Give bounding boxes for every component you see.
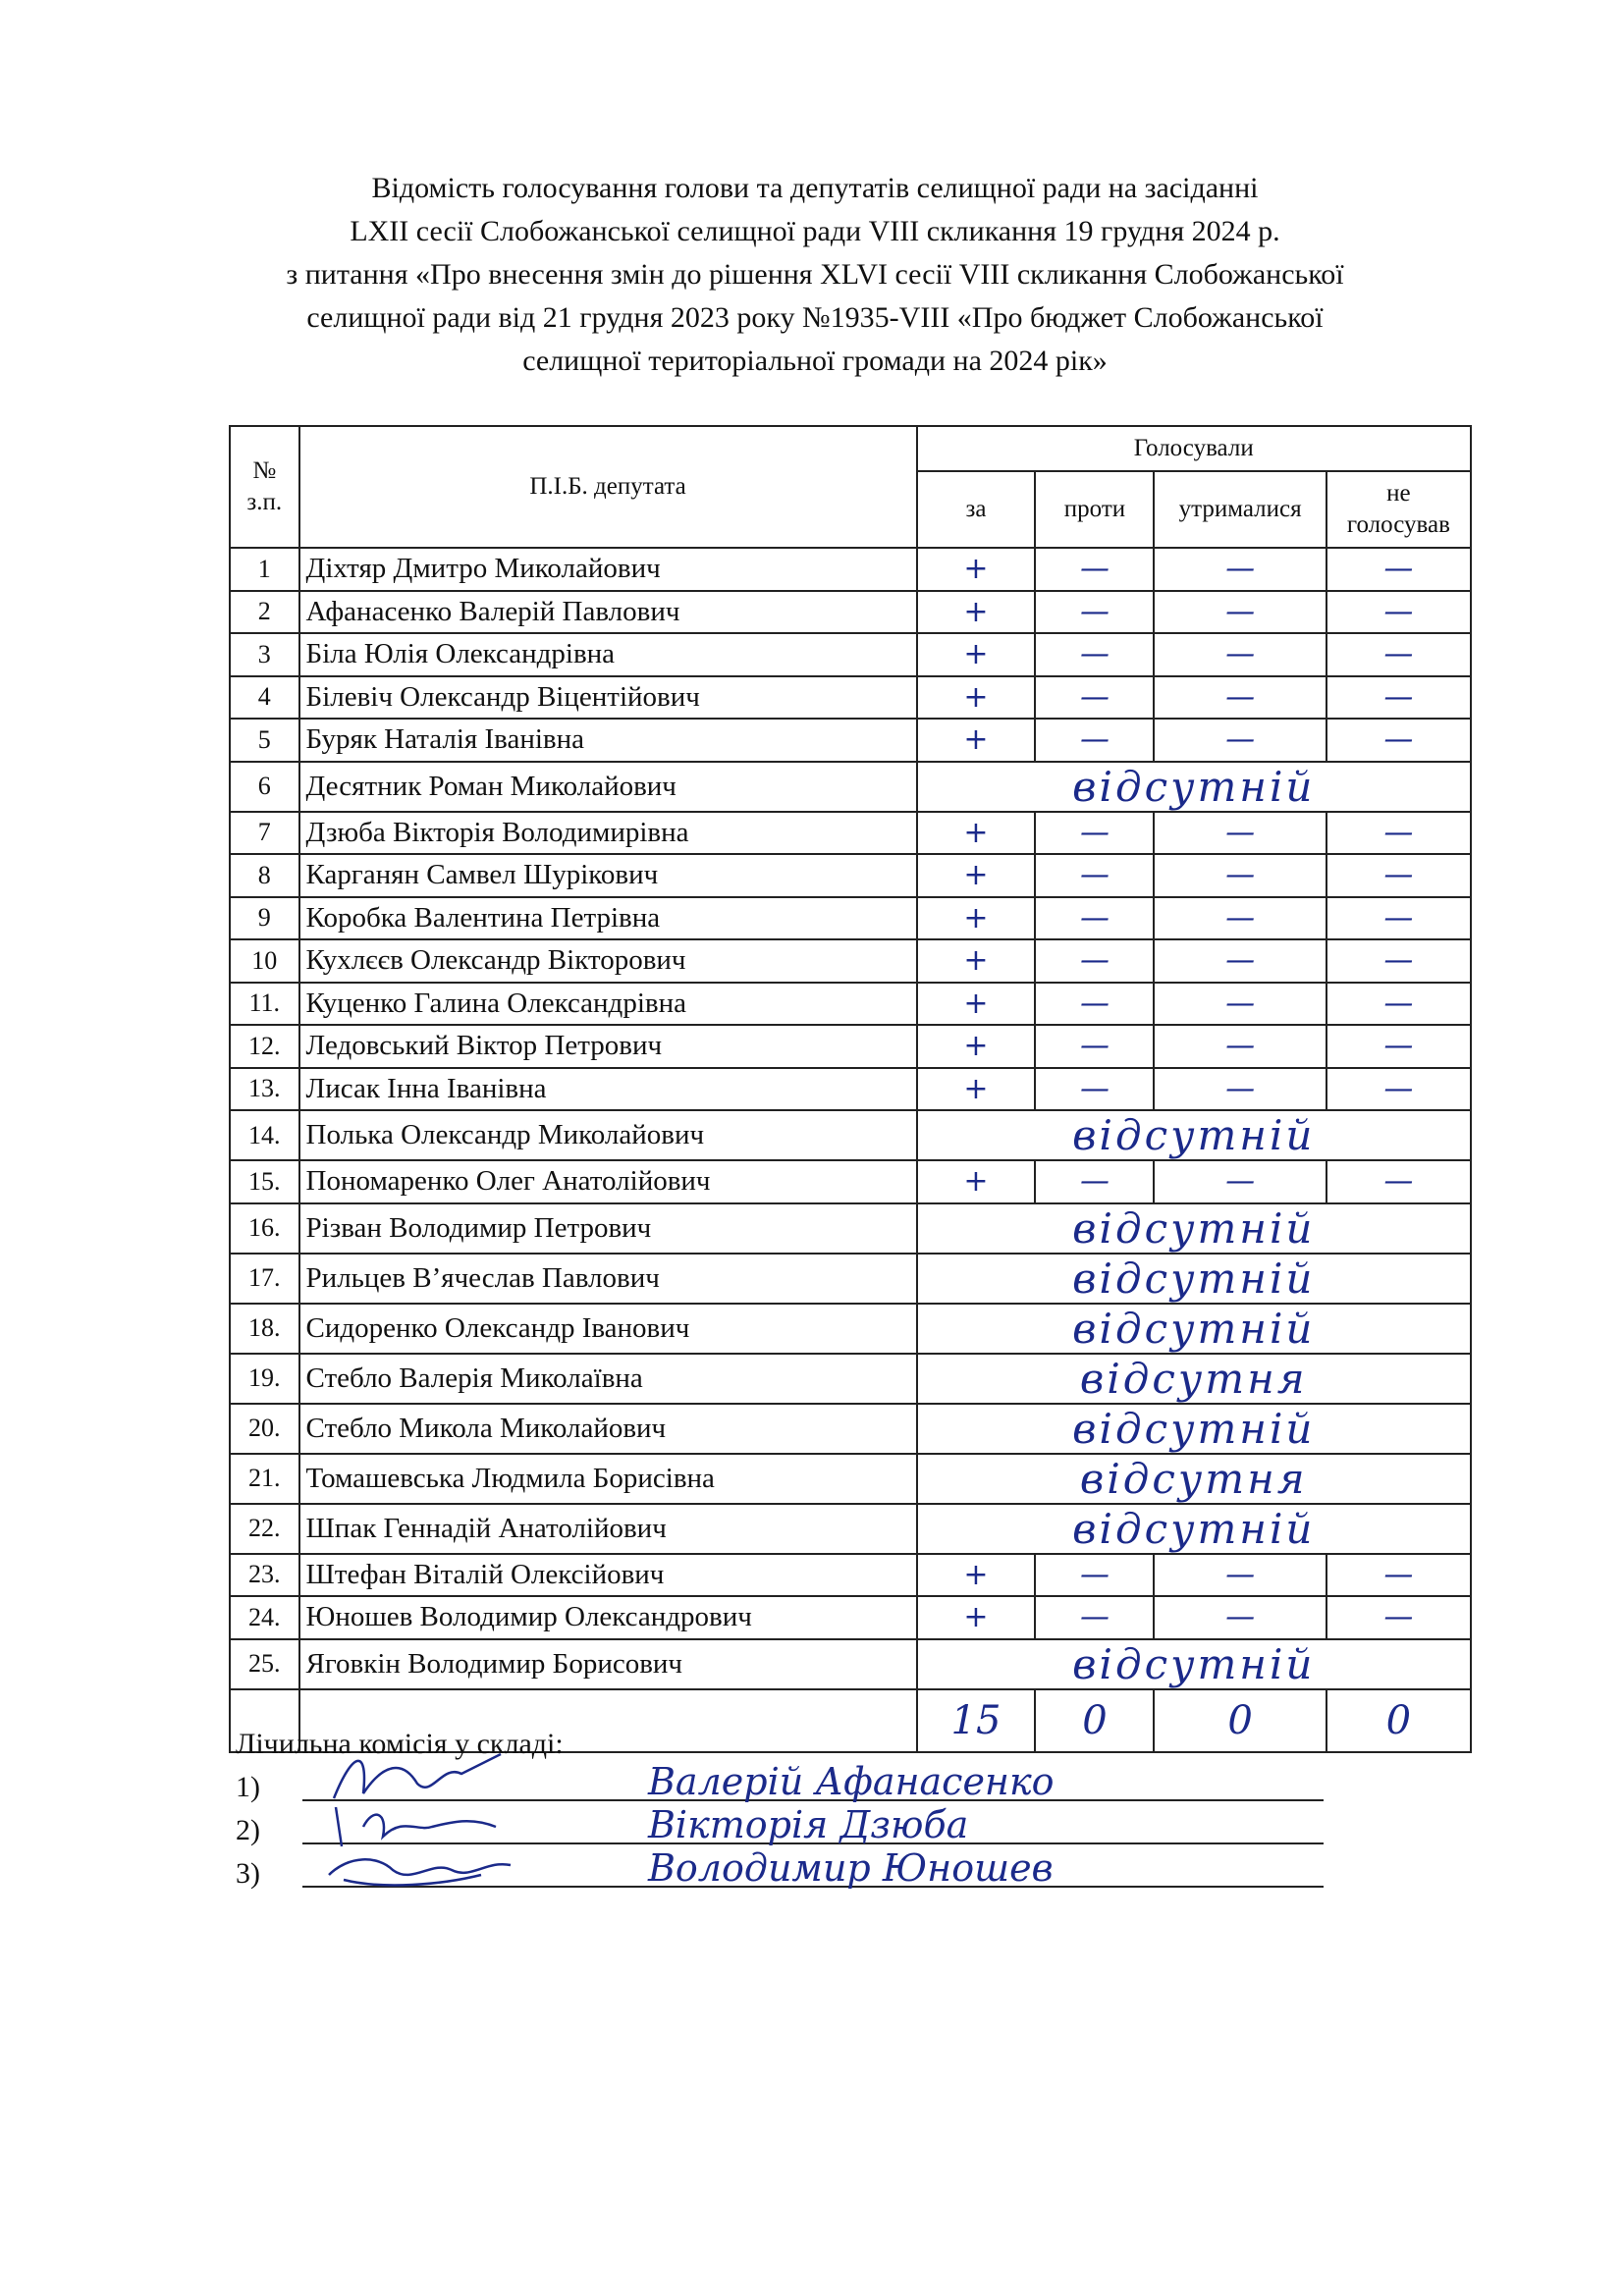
table-row (230, 719, 1471, 762)
header-for: за (917, 471, 1036, 548)
row-number: 17. (230, 1254, 299, 1304)
vote-against-mark: — (1035, 983, 1154, 1026)
vote-not-voted-mark: — (1326, 591, 1471, 634)
vote-not-voted-mark: — (1326, 1025, 1471, 1068)
vote-abstained-mark: — (1154, 591, 1326, 634)
row-number: 1 (230, 548, 299, 591)
title-line-1: Відомість голосування голови та депутатів селищної ради на засіданні (371, 172, 1259, 204)
vote-not-voted-mark: — (1326, 1068, 1471, 1111)
vote-abstained-mark: — (1154, 1025, 1326, 1068)
deputy-name: Білевіч Олександр Віцентійович (299, 676, 917, 720)
row-number: 2 (230, 591, 299, 634)
header-against: проти (1035, 471, 1154, 548)
vote-abstained-mark: — (1154, 548, 1326, 591)
row-number: 14. (230, 1110, 299, 1160)
deputy-name: Афанасенко Валерій Павлович (299, 591, 917, 634)
absent-mark: відсутній (917, 1110, 1471, 1160)
row-number: 19. (230, 1354, 299, 1404)
table-row (230, 812, 1471, 855)
vote-abstained-mark: — (1154, 983, 1326, 1026)
total-for: 15 (917, 1689, 1036, 1752)
vote-abstained-mark: — (1154, 1160, 1326, 1203)
deputy-name: Штефан Віталій Олексійович (299, 1554, 917, 1597)
table-body (230, 548, 1471, 1689)
table-row (230, 1354, 1471, 1404)
vote-against-mark: — (1035, 1596, 1154, 1639)
row-number: 18. (230, 1304, 299, 1354)
vote-abstained-mark: — (1154, 1596, 1326, 1639)
row-number: 21. (230, 1454, 299, 1504)
row-number: 24. (230, 1596, 299, 1639)
vote-not-voted-mark: — (1326, 812, 1471, 855)
deputy-name: Кухлєєв Олександр Вікторович (299, 939, 917, 983)
row-number: 22. (230, 1504, 299, 1554)
deputy-name: Різван Володимир Петрович (299, 1203, 917, 1254)
table-row (230, 548, 1471, 591)
deputy-name: Буряк Наталія Іванівна (299, 719, 917, 762)
vote-abstained-mark: — (1154, 854, 1326, 897)
table-row (230, 1404, 1471, 1454)
title-line-4: селищної ради від 21 грудня 2023 року №1935-VIII «Про бюджет Слобожанської (306, 301, 1324, 334)
deputy-name: Коробка Валентина Петрівна (299, 897, 917, 940)
deputy-name: Лисак Інна Іванівна (299, 1068, 917, 1111)
vote-abstained-mark: — (1154, 676, 1326, 720)
document-title (196, 167, 1434, 383)
row-number: 12. (230, 1025, 299, 1068)
absent-mark: відсутня (917, 1354, 1471, 1404)
vote-for-mark: + (917, 812, 1036, 855)
vote-for-mark: + (917, 548, 1036, 591)
vote-against-mark: — (1035, 591, 1154, 634)
total-not-voted: 0 (1326, 1689, 1471, 1752)
deputy-name: Десятник Роман Миколайович (299, 762, 917, 812)
table-row (230, 1554, 1471, 1597)
deputy-name: Дзюба Вікторія Володимирівна (299, 812, 917, 855)
deputy-name: Полька Олександр Миколайович (299, 1110, 917, 1160)
deputy-name: Стебло Валерія Миколаївна (299, 1354, 917, 1404)
table-row (230, 1454, 1471, 1504)
vote-against-mark: — (1035, 1160, 1154, 1203)
absent-mark: відсутній (917, 1404, 1471, 1454)
vote-not-voted-mark: — (1326, 1160, 1471, 1203)
vote-not-voted-mark: — (1326, 719, 1471, 762)
vote-for-mark: + (917, 983, 1036, 1026)
row-number: 8 (230, 854, 299, 897)
deputy-name: Сидоренко Олександр Іванович (299, 1304, 917, 1354)
deputy-name: Шпак Геннадій Анатолійович (299, 1504, 917, 1554)
vote-for-mark: + (917, 1596, 1036, 1639)
table-row (230, 1025, 1471, 1068)
vote-not-voted-mark: — (1326, 1554, 1471, 1597)
row-number: 25. (230, 1639, 299, 1689)
commission-label: Лічильна комісія у складі: (236, 1728, 564, 1760)
vote-for-mark: + (917, 1554, 1036, 1597)
absent-mark: відсутній (917, 1504, 1471, 1554)
absent-mark: відсутній (917, 762, 1471, 812)
table-row (230, 676, 1471, 720)
row-number: 10 (230, 939, 299, 983)
vote-abstained-mark: — (1154, 897, 1326, 940)
title-line-2: LXII сесії Слобожанської селищної ради VIII скликання 19 грудня 2024 р. (350, 215, 1280, 247)
row-number: 9 (230, 897, 299, 940)
counting-commission (236, 1723, 1055, 1896)
vote-against-mark: — (1035, 812, 1154, 855)
deputy-name: Біла Юлія Олександрівна (299, 633, 917, 676)
table-row (230, 762, 1471, 812)
deputy-name: Ледовський Віктор Петрович (299, 1025, 917, 1068)
row-number: 6 (230, 762, 299, 812)
vote-for-mark: + (917, 1068, 1036, 1111)
row-number: 23. (230, 1554, 299, 1597)
table-row (230, 1596, 1471, 1639)
vote-for-mark: + (917, 897, 1036, 940)
vote-against-mark: — (1035, 633, 1154, 676)
commission-member-3 (236, 1846, 1054, 1896)
table-row (230, 1504, 1471, 1554)
vote-abstained-mark: — (1154, 1068, 1326, 1111)
vote-not-voted-mark: — (1326, 897, 1471, 940)
table-row (230, 1068, 1471, 1111)
signature-icon (324, 1831, 520, 1899)
row-number: 5 (230, 719, 299, 762)
vote-not-voted-mark: — (1326, 1596, 1471, 1639)
vote-against-mark: — (1035, 939, 1154, 983)
vote-not-voted-mark: — (1326, 676, 1471, 720)
deputy-name: Юношев Володимир Олександрович (299, 1596, 917, 1639)
vote-against-mark: — (1035, 1025, 1154, 1068)
title-line-5: селищної територіальної громади на 2024 рік» (522, 345, 1108, 377)
header-abstained: утрималися (1154, 471, 1326, 548)
vote-for-mark: + (917, 1025, 1036, 1068)
deputy-name: Яговкін Володимир Борисович (299, 1639, 917, 1689)
table-row (230, 983, 1471, 1026)
header-name: П.І.Б. депутата (299, 426, 917, 548)
row-number: 16. (230, 1203, 299, 1254)
member-name: Валерій Афанасенко (648, 1760, 1055, 1803)
title-line-3: з питання «Про внесення змін до рішення XLVI сесії VIII скликання Слобожанської (286, 258, 1344, 291)
vote-not-voted-mark: — (1326, 633, 1471, 676)
vote-against-mark: — (1035, 1068, 1154, 1111)
row-number: 4 (230, 676, 299, 720)
vote-for-mark: + (917, 633, 1036, 676)
table-row (230, 1110, 1471, 1160)
vote-for-mark: + (917, 854, 1036, 897)
vote-for-mark: + (917, 676, 1036, 720)
vote-against-mark: — (1035, 548, 1154, 591)
member-index: 3) (236, 1857, 260, 1890)
vote-abstained-mark: — (1154, 939, 1326, 983)
absent-mark: відсутня (917, 1454, 1471, 1504)
table-row (230, 897, 1471, 940)
vote-against-mark: — (1035, 1554, 1154, 1597)
table-row (230, 1254, 1471, 1304)
vote-for-mark: + (917, 1160, 1036, 1203)
row-number: 11. (230, 983, 299, 1026)
vote-against-mark: — (1035, 854, 1154, 897)
table-row (230, 591, 1471, 634)
row-number: 13. (230, 1068, 299, 1111)
vote-against-mark: — (1035, 897, 1154, 940)
row-number: 7 (230, 812, 299, 855)
member-index: 1) (236, 1771, 260, 1803)
vote-abstained-mark: — (1154, 719, 1326, 762)
vote-not-voted-mark: — (1326, 983, 1471, 1026)
member-name: Вікторія Дзюба (648, 1803, 969, 1846)
row-number: 15. (230, 1160, 299, 1203)
deputy-name: Пономаренко Олег Анатолійович (299, 1160, 917, 1203)
header-number: № з.п. (230, 426, 299, 548)
vote-not-voted-mark: — (1326, 854, 1471, 897)
absent-mark: відсутній (917, 1203, 1471, 1254)
vote-abstained-mark: — (1154, 1554, 1326, 1597)
vote-for-mark: + (917, 939, 1036, 983)
absent-mark: відсутній (917, 1639, 1471, 1689)
vote-abstained-mark: — (1154, 812, 1326, 855)
vote-for-mark: + (917, 719, 1036, 762)
deputy-name: Карганян Самвел Шурікович (299, 854, 917, 897)
deputy-name: Куценко Галина Олександрівна (299, 983, 917, 1026)
row-number: 3 (230, 633, 299, 676)
deputy-name: Рильцев В’ячеслав Павлович (299, 1254, 917, 1304)
table-row (230, 1639, 1471, 1689)
vote-against-mark: — (1035, 676, 1154, 720)
table-row (230, 633, 1471, 676)
total-against: 0 (1035, 1689, 1154, 1752)
vote-not-voted-mark: — (1326, 939, 1471, 983)
header-voted: Голосували (917, 426, 1471, 471)
deputy-name: Стебло Микола Миколайович (299, 1404, 917, 1454)
table-row (230, 1160, 1471, 1203)
deputy-name: Діхтяр Дмитро Миколайович (299, 548, 917, 591)
vote-for-mark: + (917, 591, 1036, 634)
header-not-voted: не голосував (1326, 471, 1471, 548)
vote-not-voted-mark: — (1326, 548, 1471, 591)
vote-against-mark: — (1035, 719, 1154, 762)
member-index: 2) (236, 1814, 260, 1846)
table-row (230, 854, 1471, 897)
table-row (230, 1203, 1471, 1254)
deputy-name: Томашевська Людмила Борисівна (299, 1454, 917, 1504)
absent-mark: відсутній (917, 1304, 1471, 1354)
member-name: Володимир Юношев (648, 1846, 1054, 1890)
absent-mark: відсутній (917, 1254, 1471, 1304)
total-abstained: 0 (1154, 1689, 1326, 1752)
voting-table (229, 425, 1472, 1753)
vote-abstained-mark: — (1154, 633, 1326, 676)
row-number: 20. (230, 1404, 299, 1454)
table-row (230, 939, 1471, 983)
table-row (230, 1304, 1471, 1354)
